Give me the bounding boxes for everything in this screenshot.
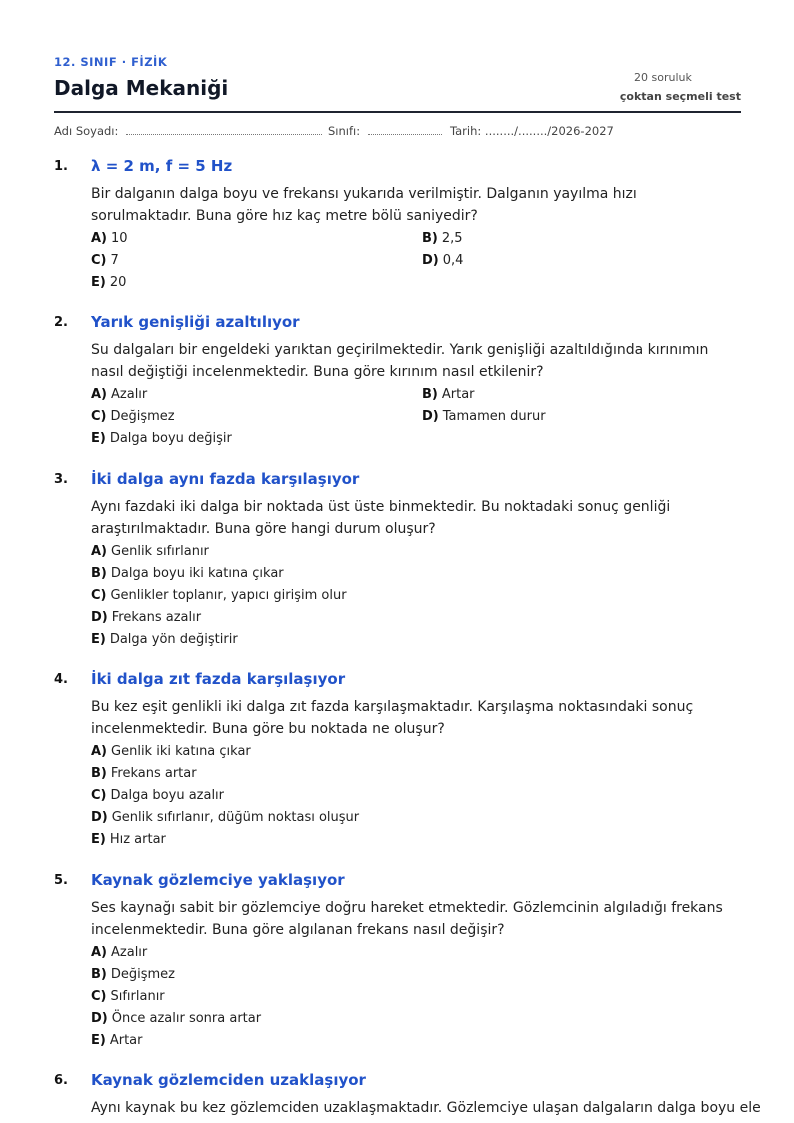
option-text: Tamamen durur (442, 409, 546, 424)
question-title: Kaynak gözlemciden uzaklaşıyor (91, 1071, 366, 1089)
option-text: 7 (110, 253, 119, 268)
question-text: Aynı fazdaki iki dalga bir noktada üst üste binmektedir. Bu noktadaki sonuç genliği araştırılmaktadır. Buna göre hangi durum oluşur? (91, 499, 671, 537)
option-a[interactable] (91, 744, 251, 759)
option-letter: C) (91, 409, 107, 424)
option-e[interactable] (91, 832, 166, 847)
option-letter: D) (422, 409, 439, 424)
option-d[interactable] (91, 810, 359, 825)
date-value: ......../......../2026-2027 (484, 124, 614, 138)
option-letter: B) (91, 566, 107, 581)
option-text: Dalga boyu azalır (110, 788, 225, 803)
grade-subject-label: 12. SINIF · FİZİK (54, 55, 168, 69)
option-a[interactable] (91, 544, 209, 559)
option-text: Önce azalır sonra artar (111, 1011, 262, 1026)
option-text: Genlikler toplanır, yapıcı girişim olur (110, 588, 347, 603)
student-info-row (54, 124, 741, 140)
option-e[interactable] (91, 632, 238, 647)
question-number: 4. (54, 672, 68, 687)
option-letter: A) (91, 744, 108, 759)
option-letter: A) (91, 231, 108, 246)
option-letter: E) (91, 1033, 106, 1048)
option-text: Genlik sıfırlanır (111, 544, 209, 559)
class-field (328, 124, 442, 138)
option-e[interactable] (91, 275, 126, 290)
option-text: Sıfırlanır (110, 989, 165, 1004)
option-letter: B) (422, 231, 438, 246)
option-text: Genlik sıfırlanır, düğüm noktası oluşur (111, 810, 360, 825)
option-letter: B) (91, 766, 107, 781)
option-c[interactable] (91, 588, 347, 603)
option-text: Frekans artar (110, 766, 197, 781)
question-number: 5. (54, 873, 68, 888)
question-text: Bir dalganın dalga boyu ve frekansı yukarıda verilmiştir. Dalganın yayılma hızı sorulmaktadır. Buna göre hız kaç metre bölü saniyedir? (91, 186, 637, 224)
name-label: Adı Soyadı: (54, 124, 119, 138)
option-b[interactable] (422, 231, 463, 246)
option-c[interactable] (91, 409, 175, 424)
option-letter: A) (91, 544, 108, 559)
class-blank (368, 124, 442, 135)
option-letter: C) (91, 989, 107, 1004)
question-title: Kaynak gözlemciye yaklaşıyor (91, 871, 345, 889)
option-letter: A) (91, 945, 108, 960)
question-number: 3. (54, 472, 68, 487)
date-field (450, 124, 614, 138)
header-divider (54, 111, 741, 113)
question-text: Su dalgaları bir engeldeki yarıktan geçirilmektedir. Yarık genişliği azaltıldığında kırınımın nasıl değiştiği incelenmektedir. Buna göre kırınım nasıl etkilenir? (91, 342, 709, 380)
option-text: Dalga boyu değişir (109, 431, 232, 446)
option-letter: B) (422, 387, 438, 402)
question-text: Aynı kaynak bu kez gözlemciden uzaklaşmaktadır. Gözlemciye ulaşan dalgaların dalga boyu ele (91, 1100, 761, 1116)
name-blank (126, 124, 322, 135)
option-a[interactable] (91, 231, 128, 246)
question-number: 6. (54, 1073, 68, 1088)
option-letter: C) (91, 788, 107, 803)
option-text: Azalır (111, 945, 148, 960)
option-letter: D) (91, 610, 108, 625)
option-letter: D) (422, 253, 439, 268)
option-b[interactable] (422, 387, 475, 402)
option-letter: E) (91, 832, 106, 847)
question-title: İki dalga zıt fazda karşılaşıyor (91, 670, 346, 688)
option-text: Azalır (111, 387, 148, 402)
option-letter: E) (91, 275, 106, 290)
question-text: Ses kaynağı sabit bir gözlemciye doğru hareket etmektedir. Gözlemcinin algıladığı frekans incelenmektedir. Buna göre algılanan frekans nasıl değişir? (91, 900, 723, 938)
option-text: Genlik iki katına çıkar (111, 744, 251, 759)
option-b[interactable] (91, 566, 284, 581)
option-letter: C) (91, 253, 107, 268)
option-c[interactable] (91, 989, 165, 1004)
option-e[interactable] (91, 1033, 142, 1048)
question-title: Yarık genişliği azaltılıyor (91, 313, 300, 331)
option-a[interactable] (91, 945, 147, 960)
option-c[interactable] (91, 788, 224, 803)
option-text: Artar (441, 387, 475, 402)
option-text: 20 (109, 275, 127, 290)
page-title: Dalga Mekaniği (54, 76, 229, 100)
question-count: 20 soruluk (634, 71, 692, 84)
option-letter: D) (91, 810, 108, 825)
option-text: Frekans azalır (111, 610, 202, 625)
option-text: 10 (111, 231, 128, 246)
option-d[interactable] (422, 409, 546, 424)
option-letter: B) (91, 967, 107, 982)
question-title: λ = 2 m, f = 5 Hz (91, 157, 233, 175)
name-field (54, 124, 322, 138)
option-d[interactable] (91, 610, 201, 625)
option-b[interactable] (91, 766, 197, 781)
option-text: 2,5 (441, 231, 463, 246)
option-letter: C) (91, 588, 107, 603)
option-text: 0,4 (442, 253, 464, 268)
option-text: Değişmez (110, 967, 175, 982)
question-title: İki dalga aynı fazda karşılaşıyor (91, 470, 360, 488)
option-c[interactable] (91, 253, 119, 268)
question-text: Bu kez eşit genlikli iki dalga zıt fazda karşılaşmaktadır. Karşılaşma noktasındaki sonuç incelenmektedir. Buna göre bu noktada ne oluşur? (91, 699, 694, 737)
option-d[interactable] (422, 253, 463, 268)
option-letter: A) (91, 387, 108, 402)
test-type: çoktan seçmeli test (619, 90, 741, 103)
date-label: Tarih: (450, 124, 482, 138)
option-e[interactable] (91, 431, 232, 446)
class-label: Sınıfı: (328, 124, 361, 138)
option-a[interactable] (91, 387, 147, 402)
option-text: Dalga boyu iki katına çıkar (110, 566, 284, 581)
option-text: Dalga yön değiştirir (109, 632, 238, 647)
option-letter: E) (91, 632, 106, 647)
option-letter: D) (91, 1011, 108, 1026)
option-b[interactable] (91, 967, 175, 982)
option-text: Artar (109, 1033, 143, 1048)
option-letter: E) (91, 431, 106, 446)
question-number: 1. (54, 159, 68, 174)
option-d[interactable] (91, 1011, 261, 1026)
option-text: Değişmez (110, 409, 175, 424)
option-text: Hız artar (109, 832, 166, 847)
question-number: 2. (54, 315, 68, 330)
